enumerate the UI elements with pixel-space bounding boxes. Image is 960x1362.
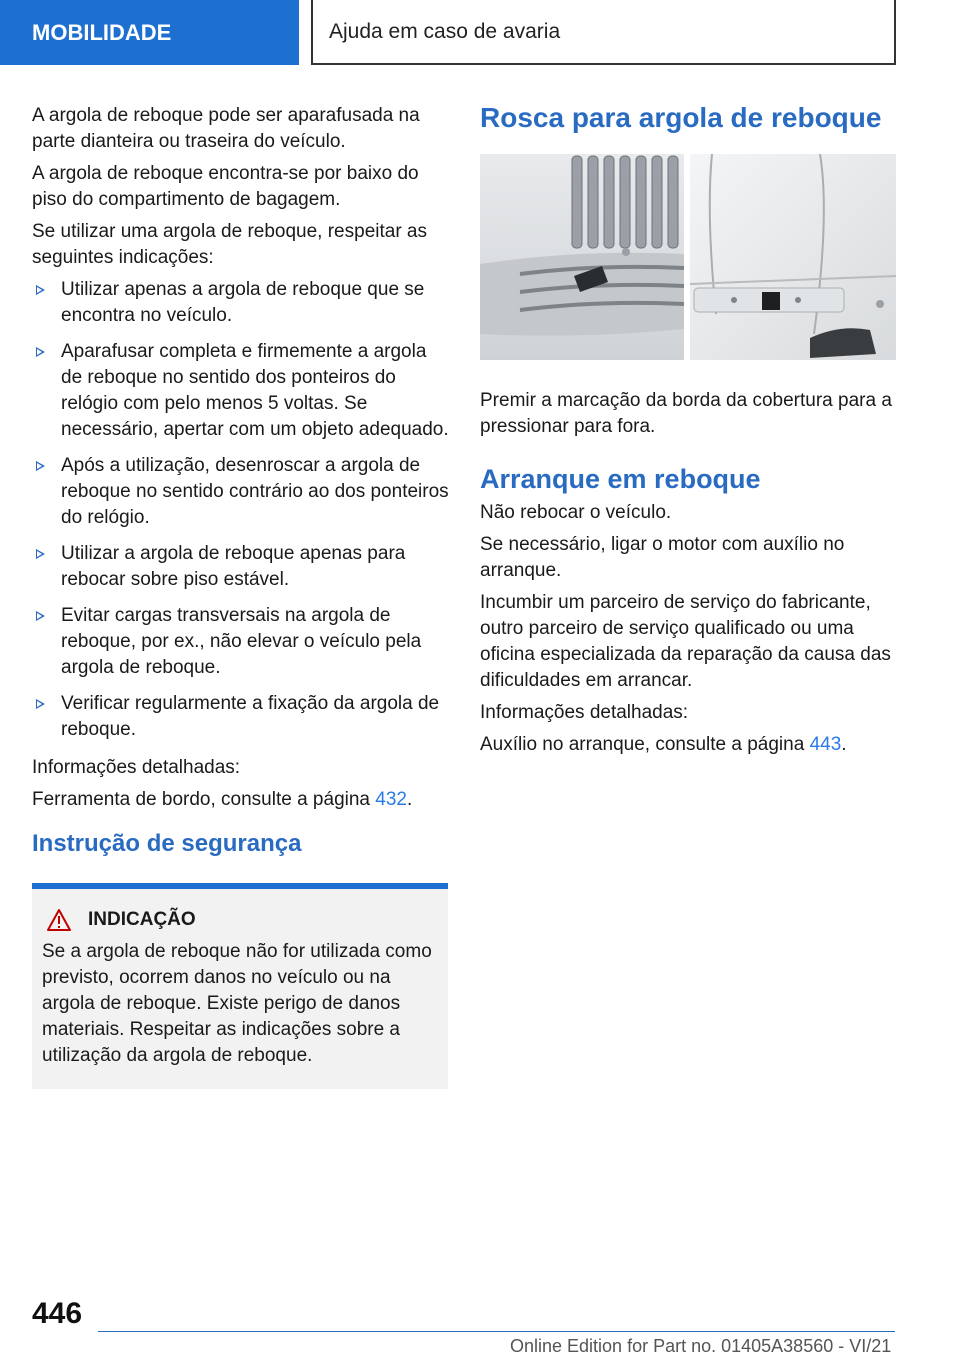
list-item <box>32 453 450 531</box>
note-title: INDICAÇÃO <box>88 909 196 930</box>
tow-start-paragraph-1: Não rebocar o veículo. <box>480 502 672 523</box>
triangle-bullet-icon <box>36 611 45 621</box>
triangle-bullet-icon <box>36 699 45 709</box>
details-label: Informações detalhadas: <box>32 757 241 778</box>
triangle-bullet-icon <box>36 347 45 357</box>
right-column <box>480 100 898 764</box>
left-column <box>32 103 450 1089</box>
section-tab: MOBILIDADE <box>0 0 299 65</box>
footer-edition: Online Edition for Part no. 01405A38560 - VI/21 <box>510 1336 892 1356</box>
period-right: . <box>841 734 847 755</box>
list-item <box>32 541 450 593</box>
safety-heading: Instrução de segurança <box>32 830 302 857</box>
list-item <box>32 339 450 443</box>
list-item-text: Evitar cargas transversais na argola de reboque, por ex., não elevar o veículo pela argola de reboque. <box>61 605 422 678</box>
chapter-title: Ajuda em caso de avaria <box>311 0 896 65</box>
list-item-text: Aparafusar completa e firmemente a argola de reboque no sentido dos ponteiros do relógio com pelo menos 5 voltas. Se necessário, apertar com um objeto adequado. <box>61 341 449 440</box>
note-box <box>32 883 448 1089</box>
details-label-right: Informações detalhadas: <box>480 702 689 723</box>
details-text: Ferramenta de bordo, consulte a página <box>32 789 370 810</box>
intro-paragraph-2: A argola de reboque encontra-se por baixo do piso do compartimento de bagagem. <box>32 163 419 210</box>
list-item <box>32 277 450 329</box>
list-item <box>32 691 450 743</box>
footer-divider <box>98 1331 895 1332</box>
photo-caption: Premir a marcação da borda da cobertura para a pressionar para fora. <box>480 390 892 437</box>
triangle-bullet-icon <box>36 549 45 559</box>
tow-start-paragraph-3: Incumbir um parceiro de serviço do fabricante, outro parceiro de serviço qualificado ou uma oficina especializada da reparação da causa das dificuldades em arrancar. <box>480 592 891 691</box>
intro-paragraph-1: A argola de reboque pode ser aparafusada na parte dianteira ou traseira do veículo. <box>32 105 420 152</box>
note-text: Se a argola de reboque não for utilizada como previsto, ocorrem danos no veículo ou na argola de reboque. Existe perigo de danos materiais. Respeitar as indicações sobre a utilização da argola de reboque. <box>42 941 432 1066</box>
page-link-443[interactable]: 443 <box>809 734 842 755</box>
list-item-text: Utilizar a argola de reboque apenas para rebocar sobre piso estável. <box>61 543 406 590</box>
tow-hook-cover-photo <box>480 154 896 360</box>
page-link-432[interactable]: 432 <box>375 789 407 810</box>
section-heading-tow-start: Arranque em reboque <box>480 464 761 494</box>
warning-triangle-icon <box>46 908 72 932</box>
page-number: 446 <box>32 1297 83 1330</box>
period: . <box>406 789 413 810</box>
details-reference-right <box>480 732 898 758</box>
triangle-bullet-icon <box>36 461 45 471</box>
list-item <box>32 603 450 681</box>
instruction-list <box>32 277 450 743</box>
triangle-bullet-icon <box>36 285 45 295</box>
list-item-text: Utilizar apenas a argola de reboque que se encontra no veículo. <box>61 279 425 326</box>
list-item-text: Verificar regularmente a fixação da argola de reboque. <box>61 693 440 740</box>
section-heading-tow-thread: Rosca para argola de reboque <box>480 102 882 133</box>
list-item-text: Após a utilização, desenroscar a argola de reboque no sentido contrário ao dos ponteiros do relógio. <box>61 455 449 528</box>
note-header <box>42 907 432 933</box>
intro-paragraph-3: Se utilizar uma argola de reboque, respeitar as seguintes indicações: <box>32 221 428 268</box>
details-reference <box>32 787 450 813</box>
tow-start-paragraph-2: Se necessário, ligar o motor com auxílio no arranque. <box>480 534 845 581</box>
details-text-right: Auxílio no arranque, consulte a página <box>480 734 805 755</box>
